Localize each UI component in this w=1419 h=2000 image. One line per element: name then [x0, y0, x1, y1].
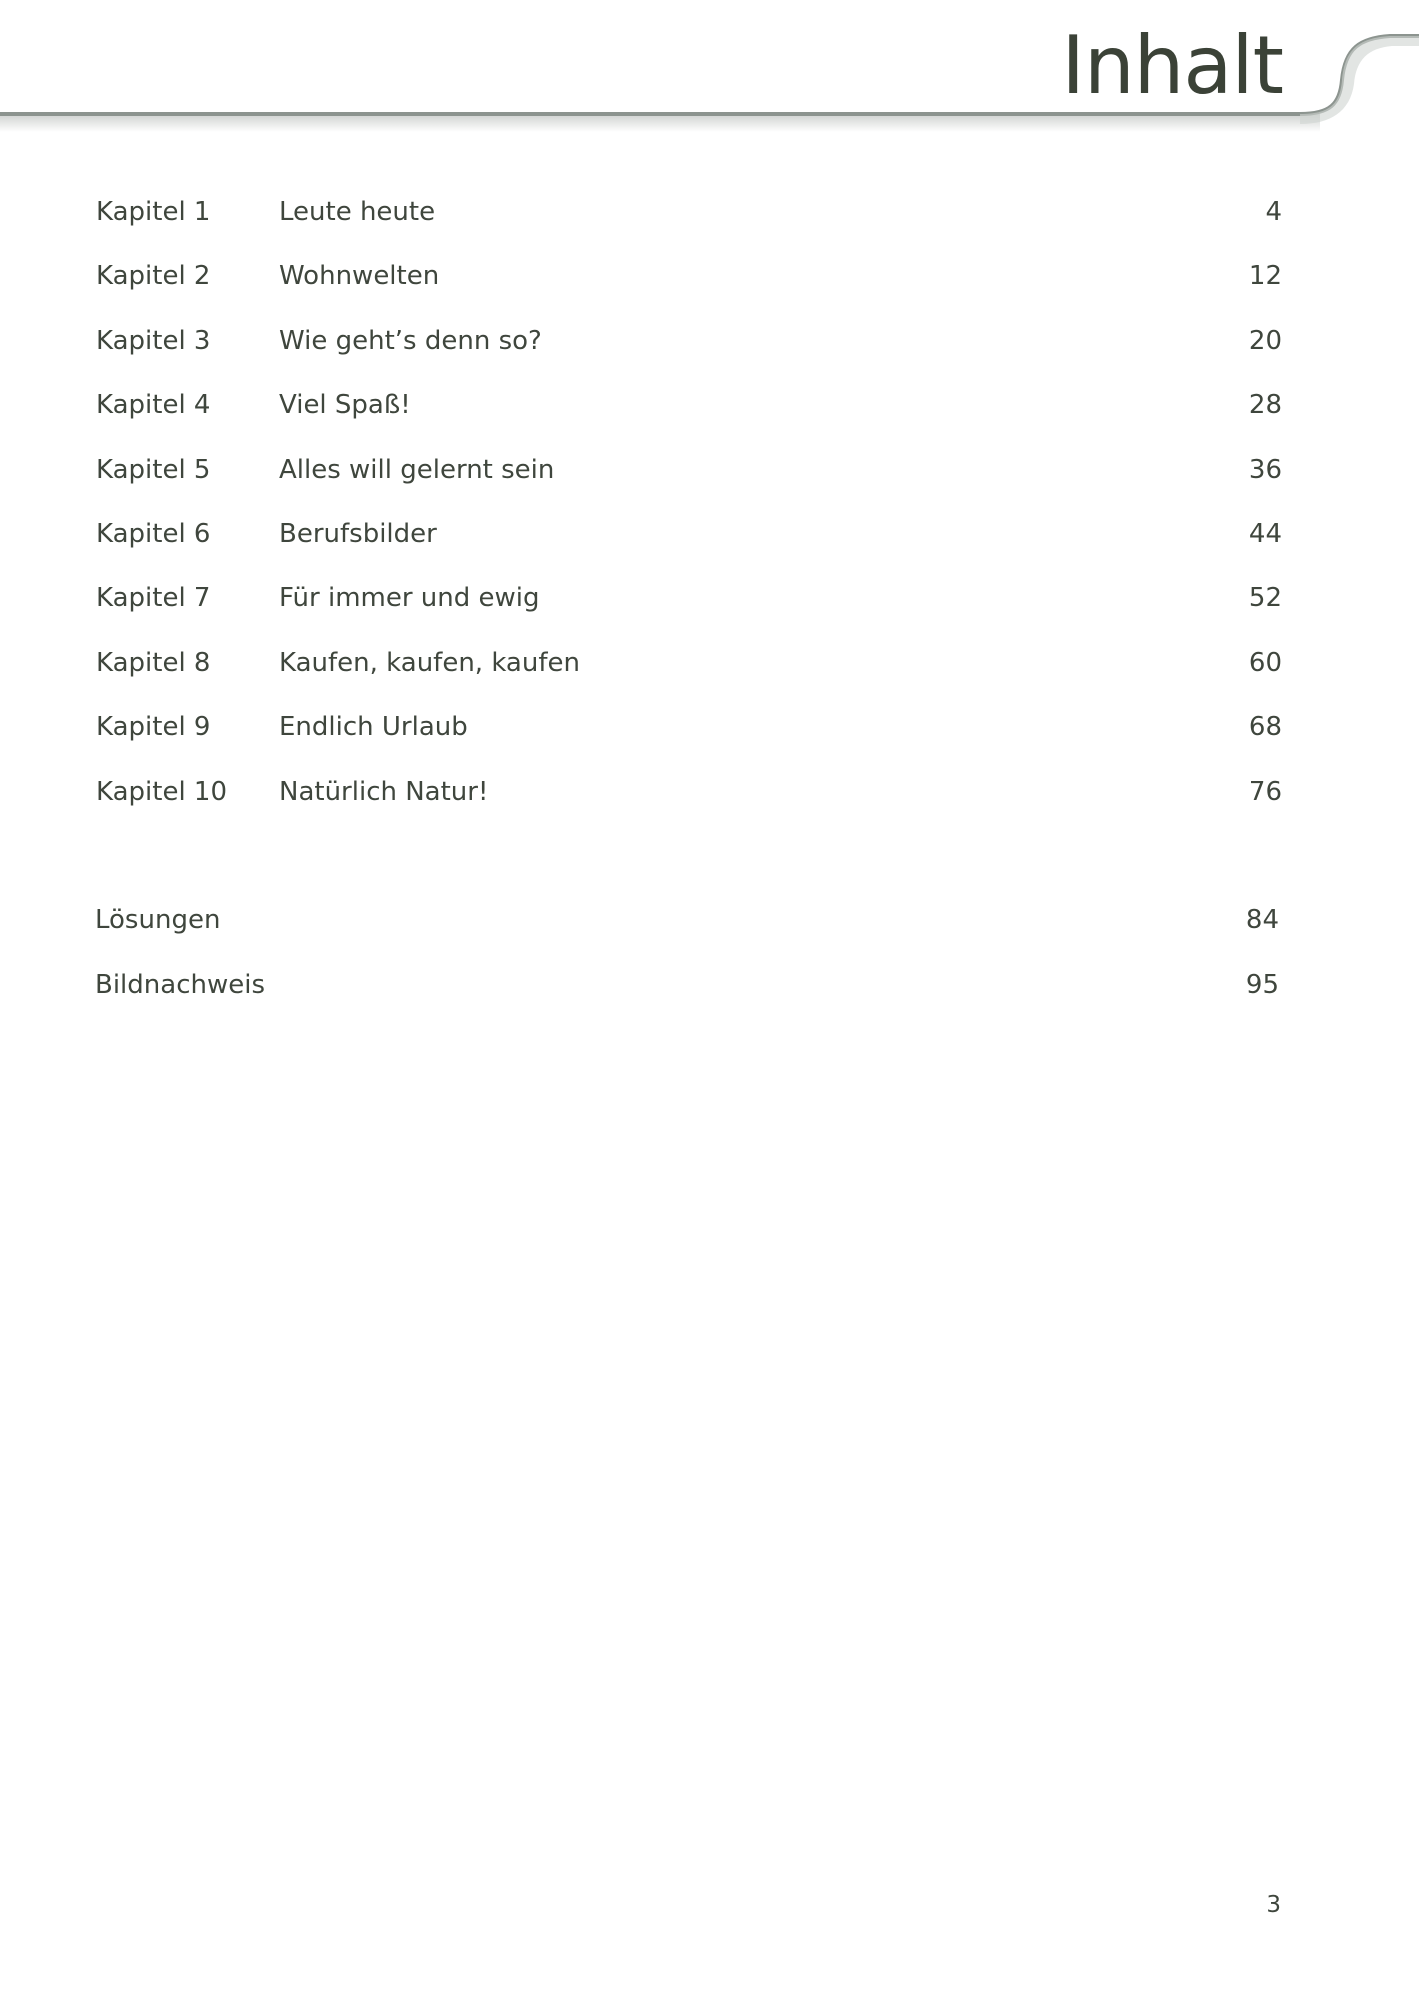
toc-row[interactable]: [0, 707, 1419, 747]
section-label: Bildnachweis: [95, 970, 266, 1000]
toc-row-image-credits[interactable]: [0, 965, 1419, 1005]
chapter-title: Alles will gelernt sein: [279, 455, 555, 485]
chapter-number: Kapitel 9: [96, 712, 211, 742]
chapter-number: Kapitel 8: [96, 648, 211, 678]
toc-row[interactable]: [0, 321, 1419, 361]
toc-row[interactable]: [0, 772, 1419, 812]
chapter-number: Kapitel 10: [96, 777, 228, 807]
chapter-title: Leute heute: [279, 197, 436, 227]
chapter-title: Kaufen, kaufen, kaufen: [279, 648, 580, 678]
page-title: Inhalt: [1061, 19, 1283, 112]
chapter-page: 28: [1248, 390, 1282, 420]
section-label: Lösungen: [95, 905, 221, 935]
chapter-page: 44: [1248, 519, 1282, 549]
chapter-page: 52: [1248, 583, 1282, 613]
chapter-number: Kapitel 4: [96, 390, 211, 420]
toc-row-solutions[interactable]: [0, 900, 1419, 940]
chapter-page: 20: [1248, 326, 1282, 356]
chapter-number: Kapitel 3: [96, 326, 211, 356]
section-page: 95: [1245, 970, 1279, 1000]
page-number: 3: [1266, 1892, 1281, 1918]
toc-row[interactable]: [0, 643, 1419, 683]
chapter-number: Kapitel 6: [96, 519, 211, 549]
chapter-title: Für immer und ewig: [279, 583, 540, 613]
chapter-title: Viel Spaß!: [279, 390, 411, 420]
chapter-title: Endlich Urlaub: [279, 712, 468, 742]
toc-row[interactable]: [0, 578, 1419, 618]
chapter-page: 4: [1265, 197, 1282, 227]
toc-row[interactable]: [0, 192, 1419, 232]
chapter-title: Berufsbilder: [279, 519, 437, 549]
chapter-number: Kapitel 2: [96, 261, 211, 291]
chapter-number: Kapitel 5: [96, 455, 211, 485]
chapter-page: 36: [1248, 455, 1282, 485]
chapter-title: Natürlich Natur!: [279, 777, 489, 807]
toc-row[interactable]: [0, 450, 1419, 490]
toc-row[interactable]: [0, 514, 1419, 554]
chapter-page: 60: [1248, 648, 1282, 678]
toc-row[interactable]: [0, 385, 1419, 425]
chapter-title: Wie geht’s denn so?: [279, 326, 542, 356]
chapter-page: 12: [1248, 261, 1282, 291]
chapter-number: Kapitel 1: [96, 197, 211, 227]
chapter-title: Wohnwelten: [279, 261, 440, 291]
section-page: 84: [1245, 905, 1279, 935]
toc-row[interactable]: [0, 256, 1419, 296]
chapter-page: 76: [1248, 777, 1282, 807]
chapter-number: Kapitel 7: [96, 583, 211, 613]
chapter-page: 68: [1248, 712, 1282, 742]
